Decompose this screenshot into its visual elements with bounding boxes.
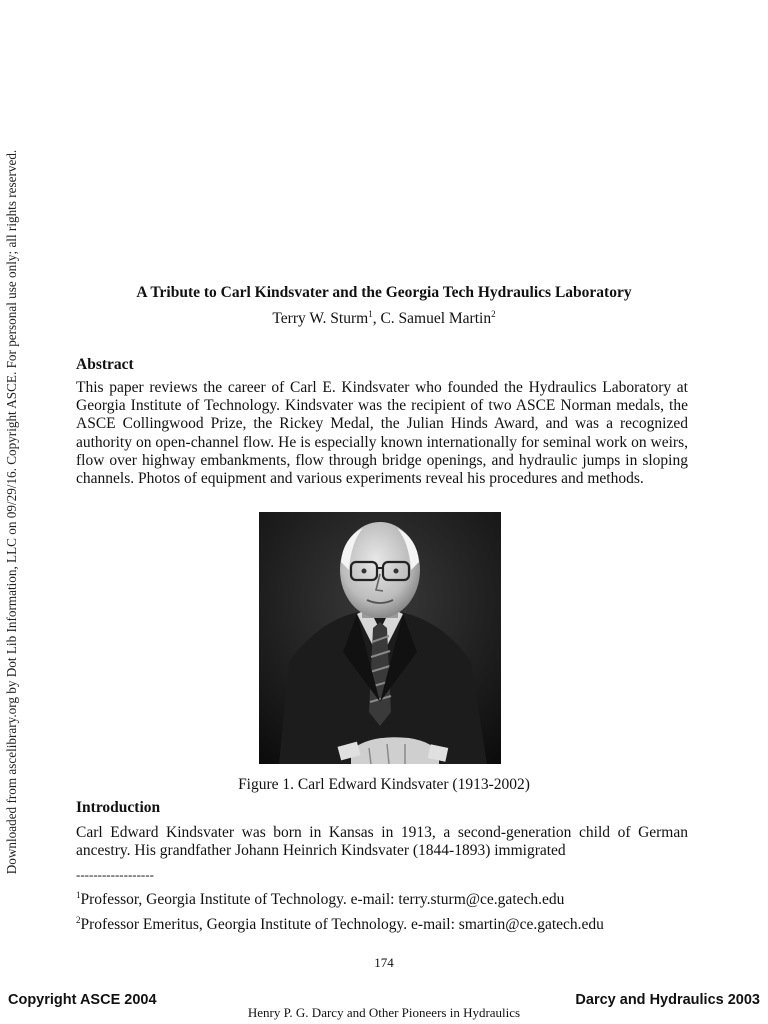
footer-series: Darcy and Hydraulics 2003 [575,992,760,1008]
footnote-separator: ------------------ [76,867,154,882]
side-copyright-notice [0,0,24,1024]
page-number: 174 [374,955,394,970]
portrait-photo [259,512,501,764]
abstract-heading: Abstract [76,356,134,373]
introduction-heading: Introduction [76,799,161,816]
abstract-text: This paper reviews the career of Carl E. Kindsvater who founded the Hydraulics Laboratory at Georgia Institute of Technology. Kindsvater was the recipient of two ASCE Norman medals, the ASCE Collingwood Prize, the Rickey Medal, the Julian Hinds Award, and was a recognized authority on open-channel flow. He is especially known internationally for seminal work on weirs, flow over highway embankments, flow through bridge openings, and hydraulic jumps in sloping channels. Photos of equipment and various experiments reveal his procedures and methods. [76,379,688,488]
footnote-mark: 1 [76,890,81,900]
footer-copyright: Copyright ASCE 2004 [8,992,157,1008]
footnote-text: Professor Emeritus, Georgia Institute of Technology. e-mail: smartin@ce.gatech.edu [80,916,604,934]
author-affiliation-mark: 1 [368,309,373,319]
author-name: C. Samuel Martin [380,310,492,328]
footer-book-title: Henry P. G. Darcy and Other Pioneers in Hydraulics [247,1005,521,1020]
side-copyright-text: Downloaded from ascelibrary.org by Dot Lib Information, LLC on 09/29/16. Copyright ASCE. For personal use only; all rights reserved. [4,149,19,875]
author-line: Terry W. Sturm$^1$, C. Samuel Martin$^2$ [272,309,496,328]
author-affiliation-mark: 2 [491,309,496,319]
footnote-text: Professor, Georgia Institute of Technology. e-mail: terry.sturm@ce.gatech.edu [80,891,565,909]
footnote-mark: 2 [76,915,81,925]
footnote-2 [76,915,604,934]
footnote-1 [76,890,564,909]
figure-caption: Figure 1. Carl Edward Kindsvater (1913-2002) [238,776,530,793]
paper-title: A Tribute to Carl Kindsvater and the Georgia Tech Hydraulics Laboratory [136,284,632,301]
portrait-illustration [259,512,501,764]
author-name: Terry W. Sturm [272,310,369,328]
introduction-text: Carl Edward Kindsvater was born in Kansas in 1913, a second-generation child of German ancestry. His grandfather Johann Heinrich Kindsvater (1844-1893) immigrated [76,824,688,860]
